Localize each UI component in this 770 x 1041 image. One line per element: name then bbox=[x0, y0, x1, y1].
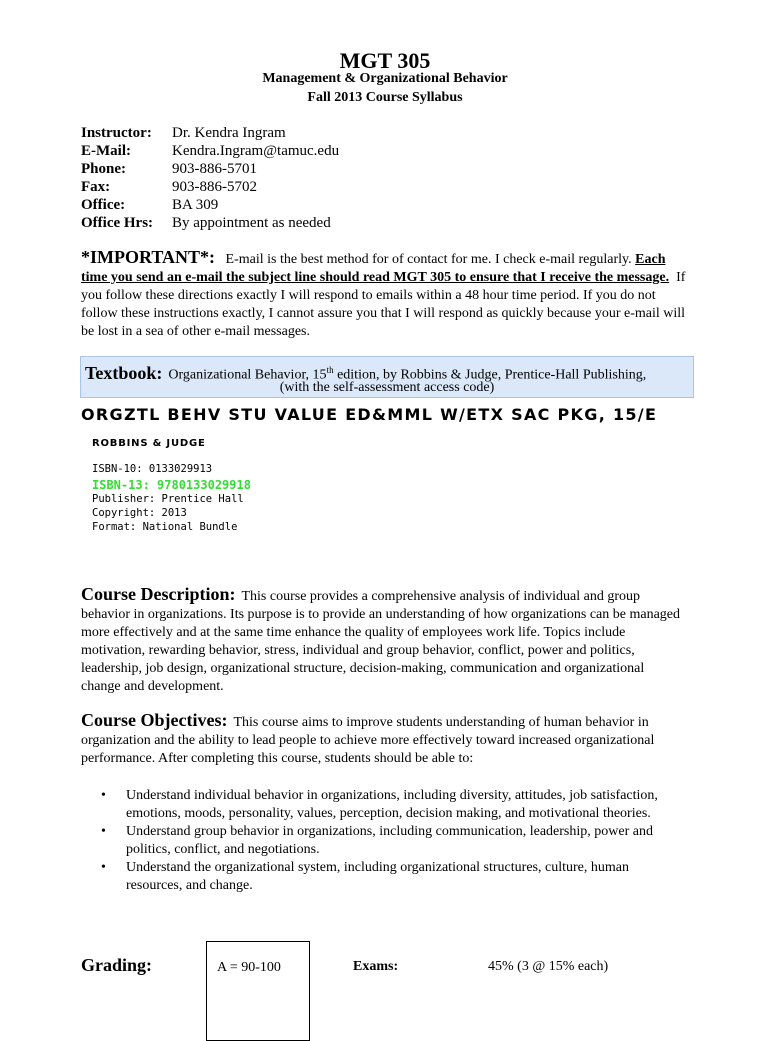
contact-label: Fax: bbox=[81, 179, 111, 195]
contact-label: Office: bbox=[81, 197, 126, 213]
course-objectives bbox=[81, 711, 687, 768]
textbook-edition-sup: th bbox=[326, 365, 334, 375]
important-label: *IMPORTANT*: bbox=[81, 247, 216, 267]
bullet-icon: • bbox=[101, 824, 106, 839]
textbook-highlight bbox=[80, 356, 694, 398]
book-publisher: Publisher: Prentice Hall bbox=[92, 493, 244, 505]
office-hours: By appointment as needed bbox=[172, 215, 331, 231]
important-emphasis: Each time you send an e-mail the subject line should read MGT 305 to ensure that I receive the message. bbox=[81, 252, 670, 285]
textbook-label: Textbook: bbox=[85, 362, 163, 383]
course-objectives-label: Course Objectives: bbox=[81, 710, 228, 730]
book-listing-title: ORGZTL BEHV STU VALUE ED&MML W/ETX SAC PKG, 15/E bbox=[81, 405, 658, 424]
important-notice bbox=[81, 248, 691, 341]
exams-label: Exams: bbox=[353, 959, 399, 974]
objective-text: Understand group behavior in organizations, including communication, leadership, power and politics, conflict, and negotiations. bbox=[126, 824, 653, 857]
book-authors: ROBBINS & JUDGE bbox=[92, 438, 206, 449]
contact-row-office-hours bbox=[81, 214, 339, 232]
textbook-access-code-note: (with the self-assessment access code) bbox=[279, 380, 495, 395]
contact-row-fax bbox=[81, 178, 339, 196]
course-code-title: MGT 305 bbox=[339, 48, 431, 73]
textbook-details: edition, by Robbins & Judge, Prentice-Hall Publishing, bbox=[333, 367, 647, 383]
grading-label: Grading: bbox=[81, 955, 153, 975]
grade-scale-box bbox=[206, 941, 310, 1041]
isbn-13: ISBN-13: 9780133029918 bbox=[92, 478, 251, 492]
contact-block bbox=[81, 124, 339, 232]
contact-row-phone bbox=[81, 160, 339, 178]
isbn-10: ISBN-10: 0133029913 bbox=[92, 463, 213, 475]
course-description bbox=[81, 585, 687, 696]
course-objectives-text: This course aims to improve students understanding of human behavior in organization and the ability to lead people to achieve more effectively toward increased organizational performance. After completing this course, students should be able to: bbox=[81, 715, 655, 766]
objective-text: Understand individual behavior in organizations, including diversity, attitudes, job satisfaction, emotions, moods, personality, values, perception, decision making, and motivational theories. bbox=[126, 788, 658, 821]
list-item bbox=[81, 787, 687, 823]
contact-row-email bbox=[81, 142, 339, 160]
list-item bbox=[81, 859, 687, 895]
objective-text: Understand the organizational system, including organizational structures, culture, human resources, and change. bbox=[126, 860, 629, 893]
instructor-phone: 903-886-5701 bbox=[172, 161, 257, 177]
textbook-title: Organizational Behavior, 15 bbox=[168, 367, 327, 383]
book-format: Format: National Bundle bbox=[92, 521, 238, 533]
bullet-icon: • bbox=[101, 860, 106, 875]
objectives-list bbox=[81, 787, 687, 895]
term-subtitle: Fall 2013 Course Syllabus bbox=[307, 90, 463, 105]
instructor-office: BA 309 bbox=[172, 197, 219, 213]
important-intro: E-mail is the best method for of contact for me. I check e-mail regularly. bbox=[225, 252, 632, 267]
important-rest: If you follow these directions exactly I will respond to emails within a 48 hour time period. If you do not follow these instructions exactly, I cannot assure you that I will respond as quickly because your e-mail will be lost in a sea of other e-mail messages. bbox=[81, 270, 686, 339]
contact-label: E-Mail: bbox=[81, 143, 131, 159]
instructor-fax: 903-886-5702 bbox=[172, 179, 257, 195]
bullet-icon: • bbox=[101, 788, 106, 803]
list-item bbox=[81, 823, 687, 859]
contact-label: Phone: bbox=[81, 161, 126, 177]
course-name: Management & Organizational Behavior bbox=[262, 71, 508, 86]
contact-label: Instructor: bbox=[81, 125, 152, 141]
course-description-label: Course Description: bbox=[81, 584, 236, 604]
contact-label: Office Hrs: bbox=[81, 215, 154, 231]
contact-row-office bbox=[81, 196, 339, 214]
contact-row-instructor bbox=[81, 124, 339, 142]
course-description-text: This course provides a comprehensive analysis of individual and group behavior in organizations. Its purpose is to provide an understanding of how organizations can be managed more effectively and at the same time enhance the quality of employees work life. Topics include motivation, rewarding behavior, stress, individual and group behavior, conflict, power and politics, leadership, job design, organizational structure, decision-making, communication and organizational change and development. bbox=[81, 589, 680, 694]
instructor-name: Dr. Kendra Ingram bbox=[172, 125, 286, 141]
instructor-email: Kendra.Ingram@tamuc.edu bbox=[172, 143, 340, 159]
book-copyright: Copyright: 2013 bbox=[92, 507, 187, 519]
grade-a-range: A = 90-100 bbox=[217, 960, 281, 975]
exams-weight: 45% (3 @ 15% each) bbox=[488, 959, 609, 974]
